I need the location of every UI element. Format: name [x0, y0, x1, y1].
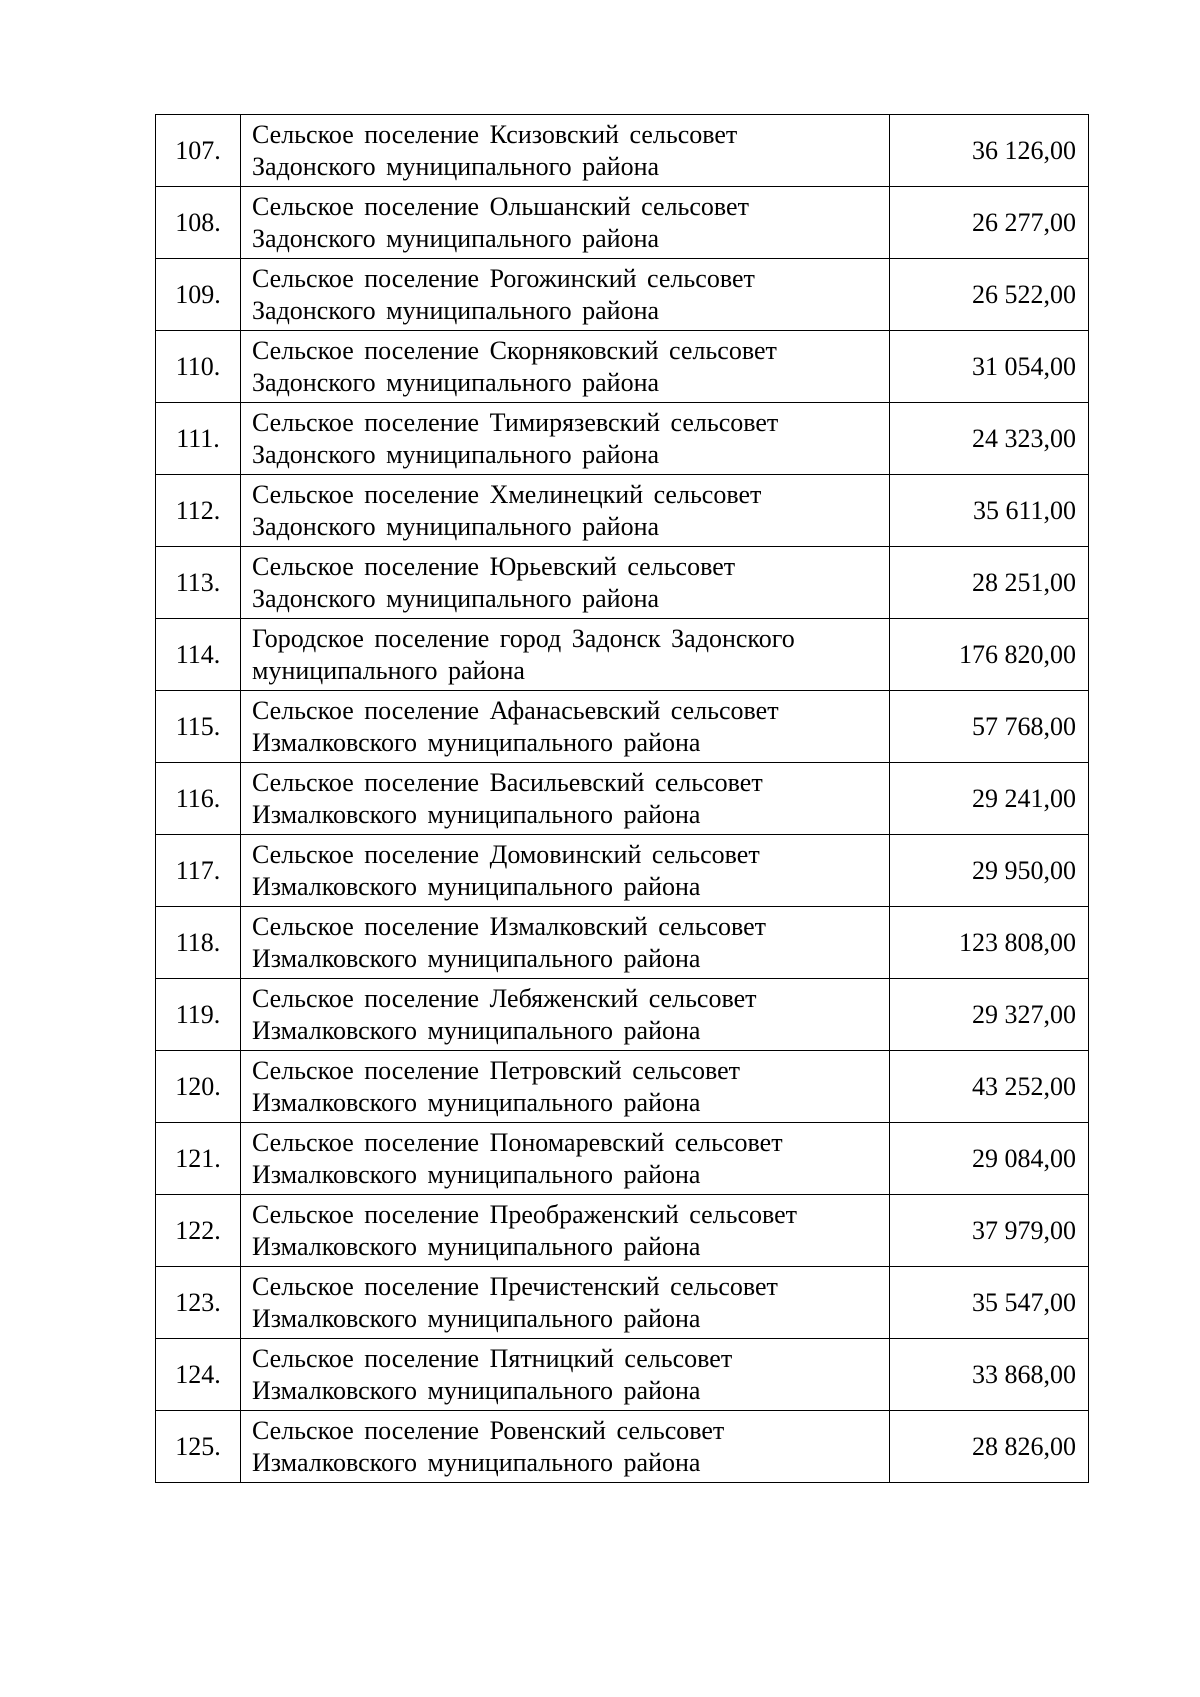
- settlement-name-line-1: Сельское поселение Тимирязевский сельсовет: [252, 407, 779, 437]
- settlement-name-line-2: Измалковского муниципального района: [252, 943, 701, 973]
- settlement-name-line-1: Сельское поселение Лебяженский сельсовет: [252, 983, 757, 1013]
- settlement-name-line-2: Измалковского муниципального района: [252, 1303, 701, 1333]
- settlement-name-line-2: Задонского муниципального района: [252, 511, 660, 541]
- row-number: 114.: [156, 619, 241, 691]
- row-number: 109.: [156, 259, 241, 331]
- amount-value: 29 241,00: [890, 763, 1089, 835]
- amount-value: 123 808,00: [890, 907, 1089, 979]
- settlement-name-line-1: Сельское поселение Пречистенский сельсовет: [252, 1271, 778, 1301]
- table-row: [156, 259, 1089, 331]
- settlement-name-cell: [241, 619, 890, 691]
- settlement-name-line-1: Сельское поселение Ровенский сельсовет: [252, 1415, 725, 1445]
- amount-value: 26 277,00: [890, 187, 1089, 259]
- settlement-name-line-2: Измалковского муниципального района: [252, 1231, 701, 1261]
- settlement-name-line-1: Сельское поселение Васильевский сельсовет: [252, 767, 763, 797]
- row-number: 120.: [156, 1051, 241, 1123]
- table-row: [156, 115, 1089, 187]
- settlement-name-line-1: Сельское поселение Ксизовский сельсовет: [252, 119, 738, 149]
- settlement-name-cell: [241, 835, 890, 907]
- settlement-name-line-2: Измалковского муниципального района: [252, 1375, 701, 1405]
- settlement-name-line-2: Измалковского муниципального района: [252, 871, 701, 901]
- row-number: 122.: [156, 1195, 241, 1267]
- settlement-name-cell: [241, 691, 890, 763]
- settlement-name-cell: [241, 1051, 890, 1123]
- row-number: 107.: [156, 115, 241, 187]
- row-number: 121.: [156, 1123, 241, 1195]
- settlement-name-line-2: Задонского муниципального района: [252, 223, 660, 253]
- settlement-name-line-2: Измалковского муниципального района: [252, 1087, 701, 1117]
- settlement-name-cell: [241, 1267, 890, 1339]
- settlement-name-cell: [241, 331, 890, 403]
- row-number: 110.: [156, 331, 241, 403]
- table-row: [156, 187, 1089, 259]
- row-number: 123.: [156, 1267, 241, 1339]
- amount-value: 26 522,00: [890, 259, 1089, 331]
- amount-value: 43 252,00: [890, 1051, 1089, 1123]
- table-row: [156, 403, 1089, 475]
- settlement-name-line-2: муниципального района: [252, 655, 525, 685]
- settlement-name-line-1: Сельское поселение Пятницкий сельсовет: [252, 1343, 733, 1373]
- settlement-name-cell: [241, 187, 890, 259]
- amount-value: 176 820,00: [890, 619, 1089, 691]
- table-row: [156, 619, 1089, 691]
- settlement-name-cell: [241, 1411, 890, 1483]
- settlement-name-cell: [241, 403, 890, 475]
- settlement-name-cell: [241, 979, 890, 1051]
- settlement-name-cell: [241, 475, 890, 547]
- settlement-name-line-1: Сельское поселение Измалковский сельсовет: [252, 911, 767, 941]
- table-row: [156, 1267, 1089, 1339]
- table-row: [156, 1051, 1089, 1123]
- settlement-name-cell: [241, 907, 890, 979]
- settlement-name-line-1: Сельское поселение Пономаревский сельсовет: [252, 1127, 783, 1157]
- settlement-name-line-2: Задонского муниципального района: [252, 583, 660, 613]
- row-number: 118.: [156, 907, 241, 979]
- table-row: [156, 1411, 1089, 1483]
- amount-value: 35 547,00: [890, 1267, 1089, 1339]
- settlement-name-cell: [241, 547, 890, 619]
- row-number: 119.: [156, 979, 241, 1051]
- settlement-name-line-2: Задонского муниципального района: [252, 295, 660, 325]
- row-number: 124.: [156, 1339, 241, 1411]
- settlement-name-cell: [241, 1195, 890, 1267]
- amount-value: 28 826,00: [890, 1411, 1089, 1483]
- amount-value: 31 054,00: [890, 331, 1089, 403]
- settlement-name-line-1: Сельское поселение Преображенский сельсовет: [252, 1199, 798, 1229]
- table-row: [156, 979, 1089, 1051]
- settlements-table: [155, 114, 1089, 1483]
- table-row: [156, 907, 1089, 979]
- settlement-name-line-1: Сельское поселение Хмелинецкий сельсовет: [252, 479, 762, 509]
- amount-value: 28 251,00: [890, 547, 1089, 619]
- settlement-name-cell: [241, 763, 890, 835]
- table-row: [156, 331, 1089, 403]
- row-number: 108.: [156, 187, 241, 259]
- amount-value: 57 768,00: [890, 691, 1089, 763]
- settlement-name-line-2: Задонского муниципального района: [252, 439, 660, 469]
- table-row: [156, 1195, 1089, 1267]
- row-number: 117.: [156, 835, 241, 907]
- settlement-name-line-2: Задонского муниципального района: [252, 151, 660, 181]
- amount-value: 36 126,00: [890, 115, 1089, 187]
- settlement-name-cell: [241, 1339, 890, 1411]
- settlement-name-line-2: Измалковского муниципального района: [252, 727, 701, 757]
- table-row: [156, 1339, 1089, 1411]
- settlement-name-line-2: Задонского муниципального района: [252, 367, 660, 397]
- amount-value: 29 950,00: [890, 835, 1089, 907]
- settlement-name-line-1: Сельское поселение Домовинский сельсовет: [252, 839, 760, 869]
- amount-value: 37 979,00: [890, 1195, 1089, 1267]
- settlement-name-line-2: Измалковского муниципального района: [252, 1015, 701, 1045]
- row-number: 111.: [156, 403, 241, 475]
- settlement-name-line-1: Сельское поселение Юрьевский сельсовет: [252, 551, 736, 581]
- table-body: [156, 115, 1089, 1483]
- table-row: [156, 835, 1089, 907]
- settlement-name-cell: [241, 115, 890, 187]
- amount-value: 29 084,00: [890, 1123, 1089, 1195]
- settlement-name-line-1: Сельское поселение Афанасьевский сельсовет: [252, 695, 779, 725]
- settlement-name-line-1: Сельское поселение Скорняковский сельсовет: [252, 335, 777, 365]
- settlement-name-line-2: Измалковского муниципального района: [252, 1159, 701, 1189]
- settlement-name-line-1: Сельское поселение Рогожинский сельсовет: [252, 263, 755, 293]
- table-row: [156, 1123, 1089, 1195]
- settlement-name-line-1: Городское поселение город Задонск Задонского: [252, 623, 795, 653]
- settlement-name-line-2: Измалковского муниципального района: [252, 799, 701, 829]
- row-number: 113.: [156, 547, 241, 619]
- settlement-name-line-1: Сельское поселение Ольшанский сельсовет: [252, 191, 749, 221]
- settlement-name-line-2: Измалковского муниципального района: [252, 1447, 701, 1477]
- amount-value: 29 327,00: [890, 979, 1089, 1051]
- table-row: [156, 691, 1089, 763]
- row-number: 115.: [156, 691, 241, 763]
- amount-value: 35 611,00: [890, 475, 1089, 547]
- row-number: 125.: [156, 1411, 241, 1483]
- table-row: [156, 475, 1089, 547]
- amount-value: 24 323,00: [890, 403, 1089, 475]
- row-number: 112.: [156, 475, 241, 547]
- table-row: [156, 547, 1089, 619]
- row-number: 116.: [156, 763, 241, 835]
- settlement-name-line-1: Сельское поселение Петровский сельсовет: [252, 1055, 740, 1085]
- settlement-name-cell: [241, 1123, 890, 1195]
- table-row: [156, 763, 1089, 835]
- settlement-name-cell: [241, 259, 890, 331]
- amount-value: 33 868,00: [890, 1339, 1089, 1411]
